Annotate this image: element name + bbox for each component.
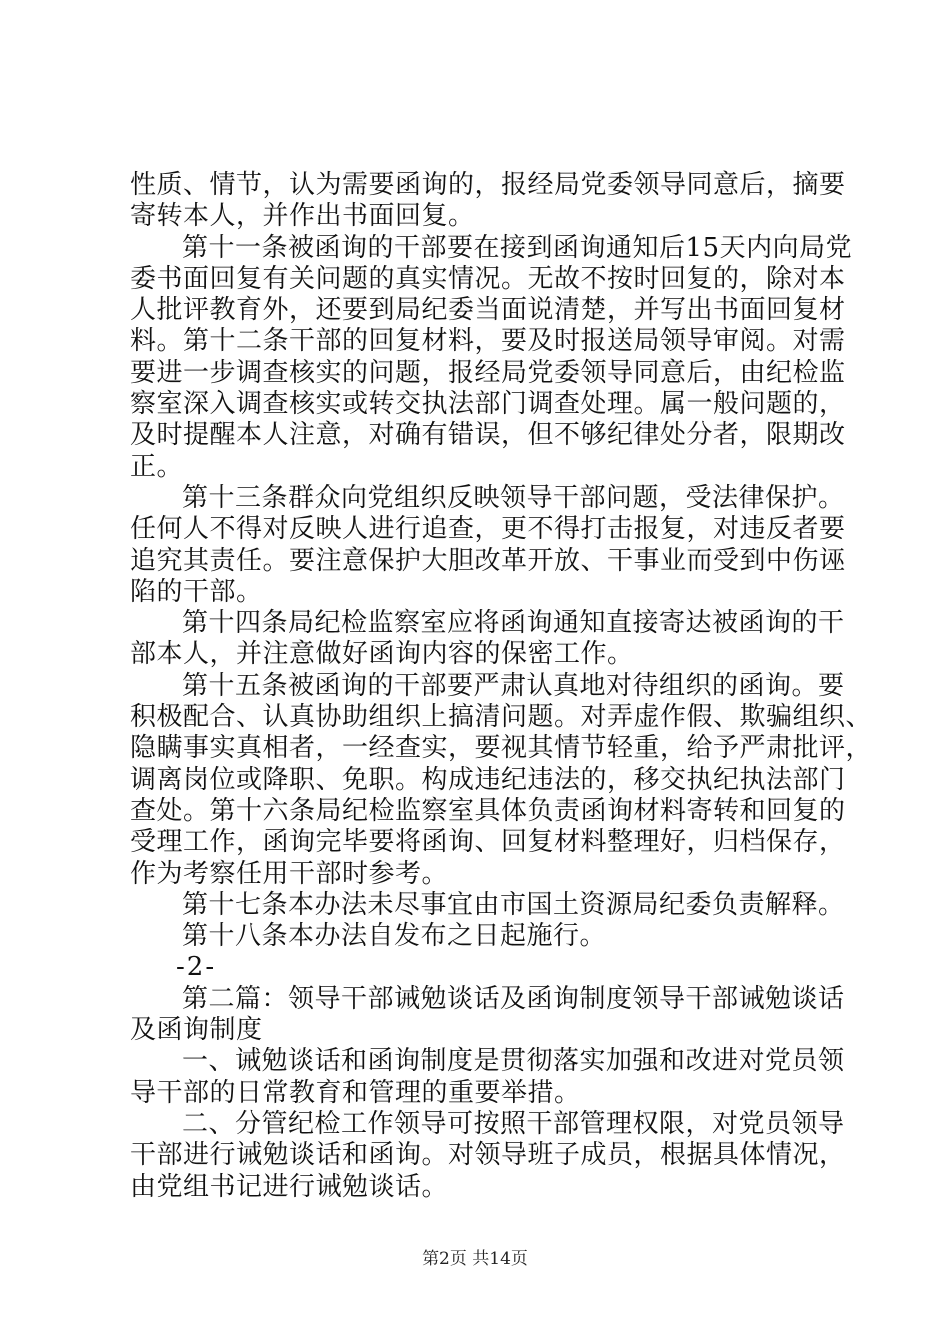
text-line: 陷的干部。 xyxy=(130,576,263,607)
text-line: 追究其责任。要注意保护大胆改革开放、干事业而受到中伤诬 xyxy=(130,545,846,576)
text-line: 由党组书记进行诫勉谈话。 xyxy=(130,1171,449,1202)
text-line: 及时提醒本人注意，对确有错误，但不够纪律处分者，限期改 xyxy=(130,420,846,451)
text-line: 调离岗位或降职、免职。构成违纪违法的，移交执纪执法部门 xyxy=(130,764,846,795)
text-line: 受理工作，函询完毕要将函询、回复材料整理好，归档保存， xyxy=(130,827,846,858)
text-line: 隐瞒事实真相者，一经查实，要视其情节轻重，给予严肃批评， xyxy=(130,733,873,764)
text-line: 任何人不得对反映人进行追查，更不得打击报复，对违反者要 xyxy=(130,514,846,545)
page-footer: 第2页 共14页 xyxy=(422,1249,528,1269)
text-line: 第十一条被函询的干部要在接到函询通知后15天内向局党 xyxy=(182,232,853,263)
document-body xyxy=(130,170,873,1203)
text-line: 第十八条本办法自发布之日起施行。 xyxy=(182,921,607,952)
text-line: 二、分管纪检工作领导可按照干部管理权限，对党员领导 xyxy=(182,1108,845,1139)
text-line: 第十五条被函询的干部要严肃认真地对待组织的函询。要 xyxy=(182,670,845,701)
text-line: 及函询制度 xyxy=(130,1015,263,1046)
text-line: 第十七条本办法未尽事宜由市国土资源局纪委负责解释。 xyxy=(182,889,845,920)
text-line: 要进一步调查核实的问题，报经局党委领导同意后，由纪检监 xyxy=(130,357,846,388)
text-line: 积极配合、认真协助组织上搞清问题。对弄虚作假、欺骗组织、 xyxy=(130,702,873,733)
page-number-mark: -2- xyxy=(176,952,217,983)
text-line: 干部进行诫勉谈话和函询。对领导班子成员，根据具体情况， xyxy=(130,1140,846,1171)
text-line: 第二篇：领导干部诫勉谈话及函询制度领导干部诫勉谈话 xyxy=(182,983,845,1014)
text-line: 查处。第十六条局纪检监察室具体负责函询材料寄转和回复的 xyxy=(130,795,846,826)
text-line: 导干部的日常教育和管理的重要举措。 xyxy=(130,1077,581,1108)
text-line: 察室深入调查核实或转交执法部门调查处理。属一般问题的， xyxy=(130,389,846,420)
text-line: 作为考察任用干部时参考。 xyxy=(130,858,449,889)
text-line: 性质、情节，认为需要函询的，报经局党委领导同意后，摘要 xyxy=(130,170,846,200)
text-line: 寄转本人，并作出书面回复。 xyxy=(130,201,475,232)
text-line: 委书面回复有关问题的真实情况。无故不按时回复的，除对本 xyxy=(130,263,846,294)
text-line: 人批评教育外，还要到局纪委当面说清楚，并写出书面回复材 xyxy=(130,295,846,326)
text-line: 部本人，并注意做好函询内容的保密工作。 xyxy=(130,639,634,670)
text-line: 一、诫勉谈话和函询制度是贯彻落实加强和改进对党员领 xyxy=(182,1046,845,1077)
text-line: 第十四条局纪检监察室应将函询通知直接寄达被函询的干 xyxy=(182,608,845,639)
text-line: 正。 xyxy=(130,451,184,482)
text-line: 第十三条群众向党组织反映领导干部问题，受法律保护。 xyxy=(182,482,845,513)
text-line: 料。第十二条干部的回复材料，要及时报送局领导审阅。对需 xyxy=(130,326,846,357)
